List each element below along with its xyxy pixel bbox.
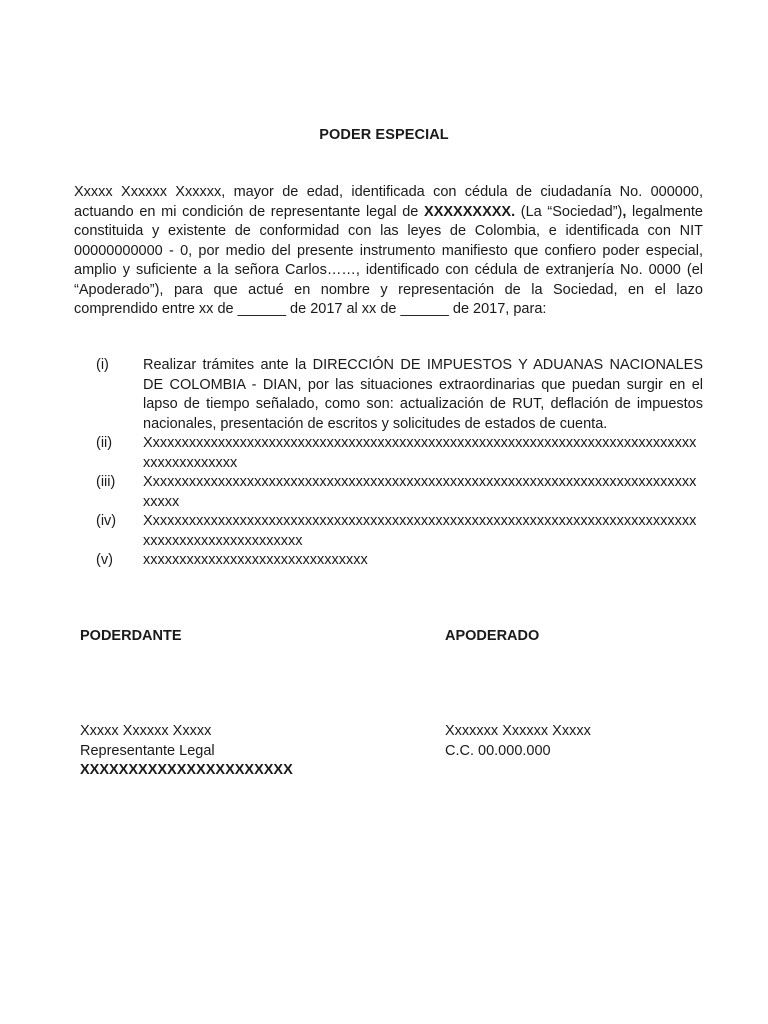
poderdante-signature-block <box>80 722 293 781</box>
list-item-number: (ii) <box>96 435 113 451</box>
list-item-number: (iv) <box>96 513 117 529</box>
intro-text-1: Xxxxx Xxxxxx Xxxxxx, mayor de edad, identificada con cédula de ciudadanía No. 000000, actuando en mi condición de representante legal de <box>74 184 703 220</box>
list-item <box>96 512 703 551</box>
list-item-number: (v) <box>96 552 113 568</box>
apoderado-heading: APODERADO <box>445 628 540 644</box>
intro-paragraph <box>74 183 703 320</box>
poderdante-name: Xxxxx Xxxxxx Xxxxx <box>80 723 212 739</box>
poderdante-company: XXXXXXXXXXXXXXXXXXXXXX <box>80 762 293 778</box>
list-item-text: Realizar trámites ante la DIRECCIÓN DE IMPUESTOS Y ADUANAS NACIONALES DE COLOMBIA - DIAN, por las situaciones extraordinarias que puedan surgir en el lapso de tiempo señalado, como son: actualización de RUT, deflación de impuestos nacionales, presentación de escritos y solicitudes de estados de cuenta. <box>143 357 703 432</box>
list-item <box>96 473 703 512</box>
poderdante-role: Representante Legal <box>80 742 215 759</box>
document-title: PODER ESPECIAL <box>319 127 449 143</box>
intro-comma: , <box>622 203 627 220</box>
apoderado-signature-block <box>445 722 591 761</box>
list-item-text: Xxxxxxxxxxxxxxxxxxxxxxxxxxxxxxxxxxxxxxxxxxxxxxxxxxxxxxxxxxxxxxxxxxxxxxxxxxxxxxxxx <box>143 474 697 510</box>
poderdante-heading: PODERDANTE <box>80 628 182 644</box>
list-item <box>96 551 703 571</box>
apoderado-name: Xxxxxxx Xxxxxx Xxxxx <box>445 723 591 739</box>
intro-text-2: (La “Sociedad”) <box>515 203 623 220</box>
list-item-number: (i) <box>96 357 109 373</box>
list-item-number: (iii) <box>96 474 116 490</box>
powers-list <box>96 356 703 571</box>
list-item <box>96 356 703 434</box>
list-item-text: Xxxxxxxxxxxxxxxxxxxxxxxxxxxxxxxxxxxxxxxxxxxxxxxxxxxxxxxxxxxxxxxxxxxxxxxxxxxxxxxxxxxxxxxxx <box>143 435 697 471</box>
list-item-text: Xxxxxxxxxxxxxxxxxxxxxxxxxxxxxxxxxxxxxxxxxxxxxxxxxxxxxxxxxxxxxxxxxxxxxxxxxxxxxxxxxxxxxxxxxxxxxxxxxx <box>143 513 697 549</box>
intro-text-3: legalmente constituida y existente de conformidad con las leyes de Colombia, e identificada con NIT 00000000000 - 0, por medio del presente instrumento manifiesto que confiero poder especial, amplio y suficiente a la señora Carlos……, identificado con cédula de extranjería No. 0000 (el “Apoderado”), para que actué en nombre y representación de la Sociedad, en el lazo comprendido entre xx de ______ de 2017 al xx de ______ de 2017, para: <box>74 203 703 317</box>
company-name: XXXXXXXXX. <box>424 203 516 220</box>
apoderado-id: C.C. 00.000.000 <box>445 742 551 759</box>
list-item <box>96 434 703 473</box>
list-item-text: xxxxxxxxxxxxxxxxxxxxxxxxxxxxxxx <box>143 552 368 568</box>
